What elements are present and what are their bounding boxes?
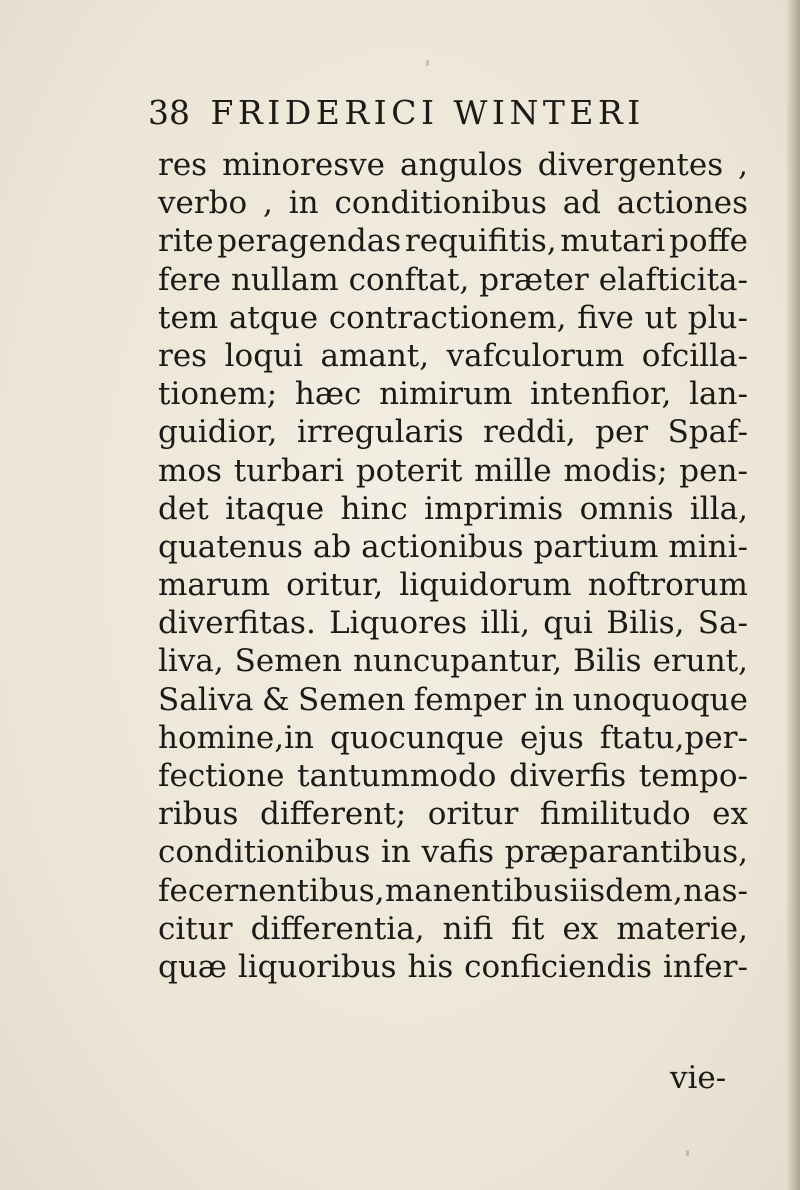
word: in [380, 834, 411, 871]
word: different; [259, 796, 407, 833]
text-line [158, 910, 748, 948]
word: diverfitas. [158, 605, 316, 642]
word: res [158, 337, 208, 374]
word: tempo- [638, 758, 748, 794]
word: tem [158, 299, 219, 336]
word: nullam [230, 261, 339, 298]
word: itaque [225, 490, 325, 527]
word: Bilis [573, 643, 642, 680]
page-number: 38 [148, 93, 190, 132]
word: partium [533, 528, 659, 565]
text-line [158, 375, 748, 413]
word: requifitis, [404, 223, 557, 260]
word: Spaf- [667, 414, 748, 451]
word: modis; [563, 452, 668, 489]
text-line [158, 413, 748, 451]
word: quæ [158, 948, 227, 985]
text-line [158, 261, 748, 299]
word: actionibus [361, 528, 524, 565]
word: his [407, 948, 454, 985]
word: , [673, 872, 683, 909]
word: in [288, 185, 319, 222]
word: reddi, [483, 414, 576, 451]
word: mutari [560, 223, 666, 260]
word: citur [158, 910, 233, 947]
word: Liquores [329, 605, 468, 642]
word: præparantibus, [504, 834, 748, 871]
text-line [158, 452, 748, 490]
text-line [158, 642, 748, 680]
word: Semen [298, 681, 406, 718]
word: imprimis [424, 490, 564, 527]
word: ejus [519, 719, 584, 756]
word: iisdem [569, 872, 673, 909]
text-line [158, 757, 748, 795]
word: , [263, 185, 273, 222]
word: omnis [579, 490, 674, 527]
word: mini- [668, 528, 748, 565]
text-line [158, 490, 748, 528]
word: ofcilla- [641, 337, 748, 374]
catchword: vie- [670, 1060, 727, 1096]
word: lan- [689, 376, 748, 413]
word: mille [474, 452, 552, 489]
word: hinc [340, 490, 408, 527]
text-line [158, 184, 748, 222]
text-line [158, 681, 748, 719]
word: unoquoque [572, 681, 748, 718]
word: actiones [616, 185, 748, 222]
word: fecernentibus, [158, 872, 385, 909]
word: illa, [689, 490, 748, 527]
word: conficiendis [464, 948, 653, 985]
word: rite [158, 223, 214, 260]
word: guidior, [158, 414, 278, 451]
word: pen- [679, 452, 748, 489]
word: erunt, [652, 643, 748, 680]
word: five [577, 299, 634, 336]
word: amant, [320, 337, 430, 374]
word: poterit [355, 452, 463, 489]
word: & [261, 681, 290, 718]
word: turbari [233, 452, 345, 489]
word: poffe [669, 223, 748, 260]
word: qui [543, 605, 593, 642]
word: noftrorum [587, 567, 748, 604]
text-line [158, 299, 748, 337]
word: infer- [662, 948, 748, 985]
text-line [158, 872, 748, 910]
word: hæc [294, 376, 362, 413]
word: tionem; [158, 376, 278, 413]
word: fere [158, 261, 221, 298]
word: angulos [400, 147, 523, 183]
word: nas- [683, 872, 748, 909]
word: res [158, 147, 208, 183]
word: in [534, 681, 565, 718]
word: materie, [616, 910, 748, 947]
word: fit [511, 910, 545, 947]
word: det [158, 490, 209, 527]
word: Semen [234, 643, 342, 680]
word: ut [644, 299, 678, 336]
word: fectione [158, 758, 285, 794]
word: , [738, 147, 748, 183]
word: quocunque [330, 719, 504, 756]
word: illi, [480, 605, 530, 642]
word: Sa- [697, 605, 748, 642]
word: ex [562, 910, 599, 947]
word: marum [158, 567, 271, 604]
word: ribus [158, 796, 239, 833]
word: peragendas [217, 223, 402, 260]
word: femper [413, 681, 526, 718]
word: nuncupantur, [352, 643, 563, 680]
catchword-line [0, 1059, 800, 1097]
text-line [158, 948, 748, 986]
word: conditionibus [158, 834, 371, 871]
text-line [158, 528, 748, 566]
body-text [158, 146, 748, 986]
word: præter [479, 261, 589, 298]
word: diverfis [509, 758, 627, 794]
word: manentibus [384, 872, 570, 909]
word: liva, [158, 643, 224, 680]
word: fimilitudo [539, 796, 691, 833]
word: vafculorum [446, 337, 625, 374]
word: homine,in [158, 719, 314, 756]
running-title: FRIDERICI WINTERI [210, 93, 645, 132]
word: tantummodo [297, 758, 497, 794]
word: Bilis, [606, 605, 685, 642]
word: nifi [442, 910, 494, 947]
word: loqui [224, 337, 303, 374]
text-line [158, 337, 748, 375]
paper-speck [686, 1150, 689, 1156]
word: quatenus [158, 528, 303, 565]
word: oritur, [286, 567, 384, 604]
word: contractionem, [328, 299, 567, 336]
page-edge-shadow [786, 0, 800, 1190]
page-header [148, 88, 708, 138]
word: irregularis [296, 414, 464, 451]
word: verbo [158, 185, 248, 222]
word: liquidorum [399, 567, 572, 604]
word: conftat, [348, 261, 470, 298]
word: nimirum [379, 376, 513, 413]
text-line [158, 719, 748, 757]
word: differentia, [250, 910, 425, 947]
text-line [158, 146, 748, 184]
word: ex [712, 796, 748, 833]
word: intenfior, [530, 376, 672, 413]
word: conditionibus [334, 185, 547, 222]
word: elafticita- [598, 261, 748, 298]
word: vafis [421, 834, 495, 871]
word: plu- [687, 299, 748, 336]
word: per [595, 414, 649, 451]
word: ad [562, 185, 602, 222]
word: atque [228, 299, 319, 336]
word: ab [312, 528, 352, 565]
text-line [158, 833, 748, 871]
word: minoresve [222, 147, 385, 183]
word: oritur [427, 796, 519, 833]
word: liquoribus [237, 948, 397, 985]
word: mos [158, 452, 222, 489]
word: ftatu,per- [599, 719, 748, 756]
word: Saliva [158, 681, 254, 718]
text-line [158, 222, 748, 260]
paper-speck [426, 60, 429, 66]
word: divergentes [537, 147, 724, 183]
text-line [158, 604, 748, 642]
text-line [158, 795, 748, 833]
text-line [158, 566, 748, 604]
